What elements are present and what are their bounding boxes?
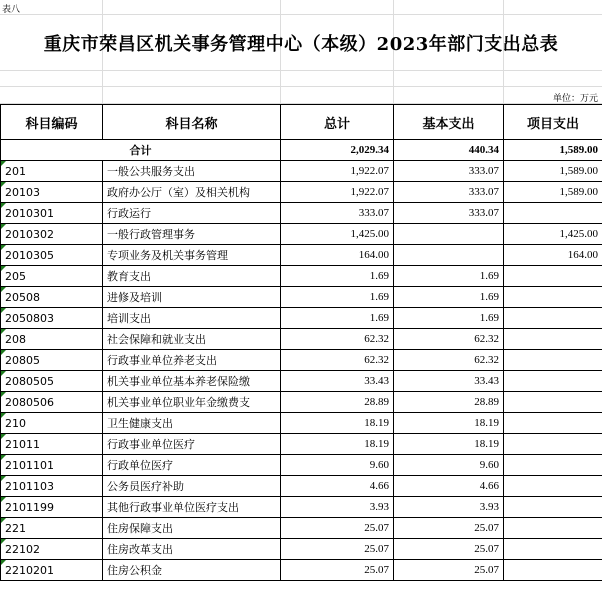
row-project[interactable] bbox=[504, 434, 602, 455]
table-row bbox=[1, 497, 602, 518]
row-name[interactable]: 培训支出 bbox=[103, 308, 281, 329]
row-code[interactable]: 2010302 bbox=[1, 224, 103, 245]
table-row bbox=[1, 434, 602, 455]
row-total[interactable]: 1.69 bbox=[281, 266, 394, 287]
sheet-label: 表八 bbox=[2, 5, 21, 15]
row-code[interactable]: 2101199 bbox=[1, 497, 103, 518]
row-basic[interactable]: 62.32 bbox=[394, 350, 504, 371]
row-total[interactable]: 4.66 bbox=[281, 476, 394, 497]
row-basic[interactable]: 1.69 bbox=[394, 308, 504, 329]
row-basic[interactable]: 62.32 bbox=[394, 329, 504, 350]
row-basic[interactable]: 4.66 bbox=[394, 476, 504, 497]
row-code[interactable]: 2010305 bbox=[1, 245, 103, 266]
row-total[interactable]: 164.00 bbox=[281, 245, 394, 266]
row-code[interactable]: 2210201 bbox=[1, 560, 103, 581]
row-total[interactable]: 1,922.07 bbox=[281, 161, 394, 182]
table-row bbox=[1, 266, 602, 287]
table-row bbox=[1, 539, 602, 560]
row-project[interactable] bbox=[504, 371, 602, 392]
row-basic[interactable]: 28.89 bbox=[394, 392, 504, 413]
row-code[interactable]: 221 bbox=[1, 518, 103, 539]
row-code[interactable]: 2050803 bbox=[1, 308, 103, 329]
row-basic[interactable]: 25.07 bbox=[394, 518, 504, 539]
row-basic[interactable]: 3.93 bbox=[394, 497, 504, 518]
row-total[interactable]: 1.69 bbox=[281, 287, 394, 308]
total-project[interactable]: 1,589.00 bbox=[504, 140, 602, 161]
unit-label: 单位：万元 bbox=[552, 94, 598, 104]
row-code[interactable]: 20103 bbox=[1, 182, 103, 203]
table-row bbox=[1, 413, 602, 434]
row-name[interactable]: 其他行政事业单位医疗支出 bbox=[103, 497, 281, 518]
row-name[interactable]: 一般公共服务支出 bbox=[103, 161, 281, 182]
row-total[interactable]: 333.07 bbox=[281, 203, 394, 224]
table-row bbox=[1, 560, 602, 581]
row-project[interactable] bbox=[504, 539, 602, 560]
row-project[interactable] bbox=[504, 413, 602, 434]
row-code[interactable]: 20508 bbox=[1, 287, 103, 308]
header-basic[interactable]: 基本支出 bbox=[394, 105, 504, 140]
row-total[interactable]: 1,922.07 bbox=[281, 182, 394, 203]
total-row bbox=[1, 140, 602, 161]
page-title: 重庆市荣昌区机关事务管理中心（本级）2023年部门支出总表 bbox=[43, 34, 559, 55]
row-name[interactable]: 专项业务及机关事务管理 bbox=[103, 245, 281, 266]
total-total[interactable]: 2,029.34 bbox=[281, 140, 394, 161]
row-project[interactable] bbox=[504, 518, 602, 539]
row-basic[interactable]: 1.69 bbox=[394, 287, 504, 308]
row-total[interactable]: 62.32 bbox=[281, 329, 394, 350]
row-total[interactable]: 3.93 bbox=[281, 497, 394, 518]
row-total[interactable]: 25.07 bbox=[281, 560, 394, 581]
table-row bbox=[1, 392, 602, 413]
row-basic[interactable]: 33.43 bbox=[394, 371, 504, 392]
row-code[interactable]: 205 bbox=[1, 266, 103, 287]
row-project[interactable] bbox=[504, 203, 602, 224]
total-label[interactable]: 合计 bbox=[1, 140, 281, 161]
row-name[interactable]: 教育支出 bbox=[103, 266, 281, 287]
row-project[interactable] bbox=[504, 287, 602, 308]
row-name[interactable]: 社会保障和就业支出 bbox=[103, 329, 281, 350]
row-total[interactable]: 25.07 bbox=[281, 518, 394, 539]
row-code[interactable]: 22102 bbox=[1, 539, 103, 560]
row-code[interactable]: 2080506 bbox=[1, 392, 103, 413]
row-project[interactable]: 1,589.00 bbox=[504, 182, 602, 203]
row-code[interactable]: 21011 bbox=[1, 434, 103, 455]
row-basic[interactable]: 25.07 bbox=[394, 560, 504, 581]
row-project[interactable]: 1,425.00 bbox=[504, 224, 602, 245]
row-total[interactable]: 9.60 bbox=[281, 455, 394, 476]
row-name[interactable]: 机关事业单位基本养老保险缴 bbox=[103, 371, 281, 392]
expenditure-table bbox=[0, 104, 602, 581]
row-project[interactable] bbox=[504, 266, 602, 287]
row-total[interactable]: 18.19 bbox=[281, 434, 394, 455]
table-row bbox=[1, 182, 602, 203]
row-total[interactable]: 62.32 bbox=[281, 350, 394, 371]
row-total[interactable]: 1.69 bbox=[281, 308, 394, 329]
row-code[interactable]: 2101103 bbox=[1, 476, 103, 497]
row-project[interactable] bbox=[504, 455, 602, 476]
row-basic[interactable]: 1.69 bbox=[394, 266, 504, 287]
total-basic[interactable]: 440.34 bbox=[394, 140, 504, 161]
table-row bbox=[1, 287, 602, 308]
row-code[interactable]: 208 bbox=[1, 329, 103, 350]
row-name[interactable]: 公务员医疗补助 bbox=[103, 476, 281, 497]
table-row bbox=[1, 224, 602, 245]
table-row bbox=[1, 350, 602, 371]
row-project[interactable] bbox=[504, 476, 602, 497]
row-name[interactable]: 行政事业单位医疗 bbox=[103, 434, 281, 455]
table-row bbox=[1, 308, 602, 329]
table-row bbox=[1, 371, 602, 392]
row-total[interactable]: 1,425.00 bbox=[281, 224, 394, 245]
row-name[interactable]: 行政事业单位养老支出 bbox=[103, 350, 281, 371]
row-project[interactable] bbox=[504, 560, 602, 581]
table-row bbox=[1, 245, 602, 266]
row-total[interactable]: 18.19 bbox=[281, 413, 394, 434]
row-basic[interactable]: 18.19 bbox=[394, 434, 504, 455]
row-basic[interactable]: 333.07 bbox=[394, 161, 504, 182]
row-basic[interactable]: 333.07 bbox=[394, 182, 504, 203]
row-name[interactable]: 卫生健康支出 bbox=[103, 413, 281, 434]
row-code[interactable]: 2080505 bbox=[1, 371, 103, 392]
row-project[interactable] bbox=[504, 308, 602, 329]
row-code[interactable]: 20805 bbox=[1, 350, 103, 371]
row-name[interactable]: 机关事业单位职业年金缴费支 bbox=[103, 392, 281, 413]
row-project[interactable] bbox=[504, 392, 602, 413]
table-row bbox=[1, 161, 602, 182]
row-basic[interactable] bbox=[394, 224, 504, 245]
table-row bbox=[1, 476, 602, 497]
row-total[interactable]: 25.07 bbox=[281, 539, 394, 560]
row-basic[interactable]: 333.07 bbox=[394, 203, 504, 224]
row-project[interactable] bbox=[504, 329, 602, 350]
row-code[interactable]: 201 bbox=[1, 161, 103, 182]
header-row bbox=[1, 105, 602, 140]
row-code[interactable]: 2010301 bbox=[1, 203, 103, 224]
table-row bbox=[1, 455, 602, 476]
header-total[interactable]: 总计 bbox=[281, 105, 394, 140]
table-row bbox=[1, 203, 602, 224]
row-name[interactable]: 住房公积金 bbox=[103, 560, 281, 581]
table-row bbox=[1, 329, 602, 350]
row-code[interactable]: 2101101 bbox=[1, 455, 103, 476]
row-name[interactable]: 政府办公厅（室）及相关机构 bbox=[103, 182, 281, 203]
row-total[interactable]: 28.89 bbox=[281, 392, 394, 413]
row-name[interactable]: 一般行政管理事务 bbox=[103, 224, 281, 245]
row-project[interactable] bbox=[504, 350, 602, 371]
row-total[interactable]: 33.43 bbox=[281, 371, 394, 392]
row-basic[interactable] bbox=[394, 245, 504, 266]
header-name[interactable]: 科目名称 bbox=[103, 105, 281, 140]
row-name[interactable]: 住房改革支出 bbox=[103, 539, 281, 560]
table-row bbox=[1, 518, 602, 539]
row-project[interactable] bbox=[504, 497, 602, 518]
row-code[interactable]: 210 bbox=[1, 413, 103, 434]
row-name[interactable]: 住房保障支出 bbox=[103, 518, 281, 539]
row-project[interactable]: 1,589.00 bbox=[504, 161, 602, 182]
row-basic[interactable]: 9.60 bbox=[394, 455, 504, 476]
row-basic[interactable]: 18.19 bbox=[394, 413, 504, 434]
row-name[interactable]: 行政单位医疗 bbox=[103, 455, 281, 476]
header-project[interactable]: 项目支出 bbox=[504, 105, 602, 140]
row-project[interactable]: 164.00 bbox=[504, 245, 602, 266]
header-code[interactable]: 科目编码 bbox=[1, 105, 103, 140]
row-name[interactable]: 进修及培训 bbox=[103, 287, 281, 308]
row-name[interactable]: 行政运行 bbox=[103, 203, 281, 224]
row-basic[interactable]: 25.07 bbox=[394, 539, 504, 560]
